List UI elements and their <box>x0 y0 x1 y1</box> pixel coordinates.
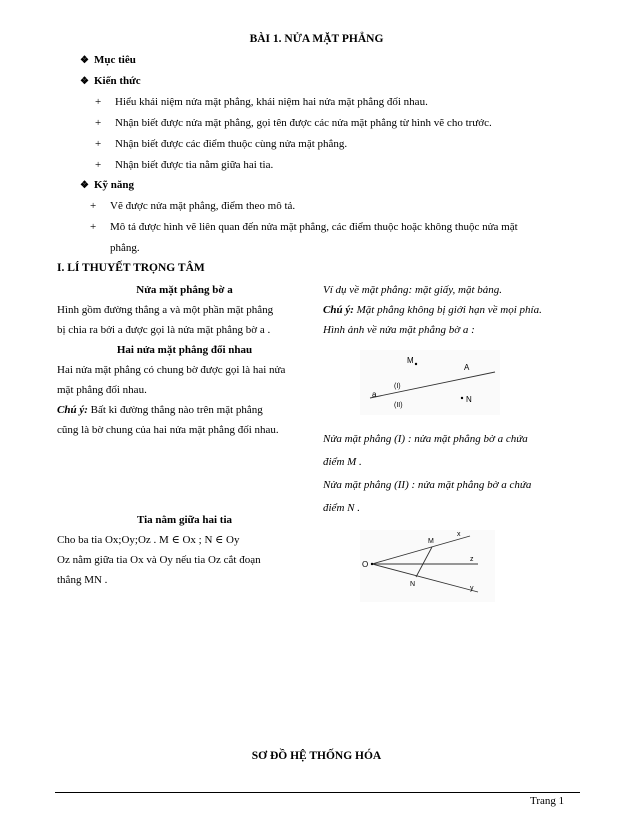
label-n: N <box>410 581 416 588</box>
ray-between-line: Oz nằm giữa tia Ox và Oy nếu tia Oz cắt đoạn <box>57 554 261 566</box>
footer-divider <box>55 792 580 793</box>
knowledge-item: + Nhận biết được các điểm thuộc cùng nửa mặt phẳng. <box>95 138 348 150</box>
knowledge-item: + Nhận biết được nửa mặt phẳng, gọi tên được các nửa mặt phẳng từ hình vẽ cho trước. <box>95 117 492 129</box>
right-note: Chú ý: Mặt phẳng không bị giới hạn về mọi phía. <box>323 304 542 316</box>
label-a-point: A <box>464 363 470 372</box>
half-plane-line: Hình gồm đường thẳng a và một phần mặt phẳng <box>57 304 274 316</box>
label-z: z <box>470 556 474 563</box>
half-plane-heading: Nửa mặt phẳng bờ a <box>136 284 233 296</box>
plus-bullet-icon: + <box>95 96 102 108</box>
section-heading: I. LÍ THUYẾT TRỌNG TÂM <box>57 262 205 274</box>
half-plane-figure <box>360 350 500 415</box>
plus-bullet-icon: + <box>90 221 97 233</box>
label-x: x <box>457 531 461 538</box>
diamond-bullet-icon: ❖ <box>80 180 89 191</box>
skills-item-continued: phẳng. <box>110 242 140 254</box>
image-caption: Hình ảnh về nửa mặt phẳng bờ a : <box>323 324 475 336</box>
label-line-a: a <box>372 390 377 399</box>
label-y: y <box>470 585 474 592</box>
label-m: M <box>407 356 414 365</box>
opposite-line: mặt phẳng đối nhau. <box>57 384 147 396</box>
label-n: N <box>466 395 472 404</box>
half-plane-line: bị chia ra bởi a được gọi là nửa mặt phẳng bờ a . <box>57 324 271 336</box>
left-column <box>57 280 312 440</box>
opposite-heading: Hai nửa mặt phẳng đối nhau <box>116 344 253 356</box>
knowledge-heading: ❖ Kiến thức <box>80 75 141 87</box>
plus-bullet-icon: + <box>95 138 102 150</box>
label-o: O <box>362 560 369 569</box>
knowledge-item: + Nhận biết được tia nằm giữa hai tia. <box>95 159 274 171</box>
point-o <box>371 563 373 565</box>
opposite-note-line: cũng là bờ chung của hai nửa mặt phẳng đối nhau. <box>57 424 279 436</box>
page-number: Trang 1 <box>530 795 565 807</box>
skills-item: + Vẽ được nửa mặt phẳng, điểm theo mô tả. <box>90 200 296 212</box>
summary-heading: SƠ ĐỒ HỆ THỐNG HÓA <box>251 750 382 762</box>
ray-between-heading: Tia nằm giữa hai tia <box>136 514 233 526</box>
example-text: Ví dụ về mặt phẳng: mặt giấy, mặt bảng. <box>323 284 503 296</box>
label-plane-i: (I) <box>394 383 401 390</box>
plus-bullet-icon: + <box>90 200 97 212</box>
plane-ii-text: điểm N . <box>323 502 360 514</box>
diamond-bullet-icon: ❖ <box>80 76 89 87</box>
plus-bullet-icon: + <box>95 159 102 171</box>
ray-between-line: Cho ba tia Ox;Oy;Oz . M ∈ Ox ; N ∈ Oy <box>57 534 240 546</box>
right-column-planes <box>323 428 578 520</box>
ray-between-figure <box>360 530 495 602</box>
plane-i-text: điểm M . <box>323 456 362 468</box>
ray-between-line: thẳng MN . <box>57 574 108 586</box>
plane-ii-text: Nửa mặt phẳng (II) : nửa mặt phẳng bờ a chứa <box>323 479 532 491</box>
skills-item: + Mô tả được hình vẽ liên quan đến nửa mặt phẳng, các điểm thuộc hoặc không thuộc nửa mặt <box>90 221 518 233</box>
label-plane-ii: (II) <box>394 402 403 409</box>
figure-background <box>360 350 500 415</box>
point-m <box>415 363 417 365</box>
page-title: BÀI 1. NỬA MẶT PHẲNG <box>249 33 384 45</box>
right-column-top <box>323 280 578 340</box>
opposite-note: Chú ý: Bất kì đường thẳng nào trên mặt phẳng <box>57 404 263 416</box>
ray-between-block <box>57 510 312 590</box>
skills-heading: ❖ Kỹ năng <box>80 179 135 191</box>
plane-i-text: Nửa mặt phẳng (I) : nửa mặt phẳng bờ a chứa <box>323 433 528 445</box>
plus-bullet-icon: + <box>95 117 102 129</box>
objectives-heading: ❖ Mục tiêu <box>80 54 136 66</box>
opposite-line: Hai nửa mặt phẳng có chung bờ được gọi là hai nửa <box>57 364 286 376</box>
label-m: M <box>428 538 434 545</box>
point-n <box>461 397 463 399</box>
knowledge-item: + Hiểu khái niệm nửa mặt phẳng, khái niệm hai nửa mặt phẳng đối nhau. <box>95 96 428 108</box>
diamond-bullet-icon: ❖ <box>80 55 89 66</box>
